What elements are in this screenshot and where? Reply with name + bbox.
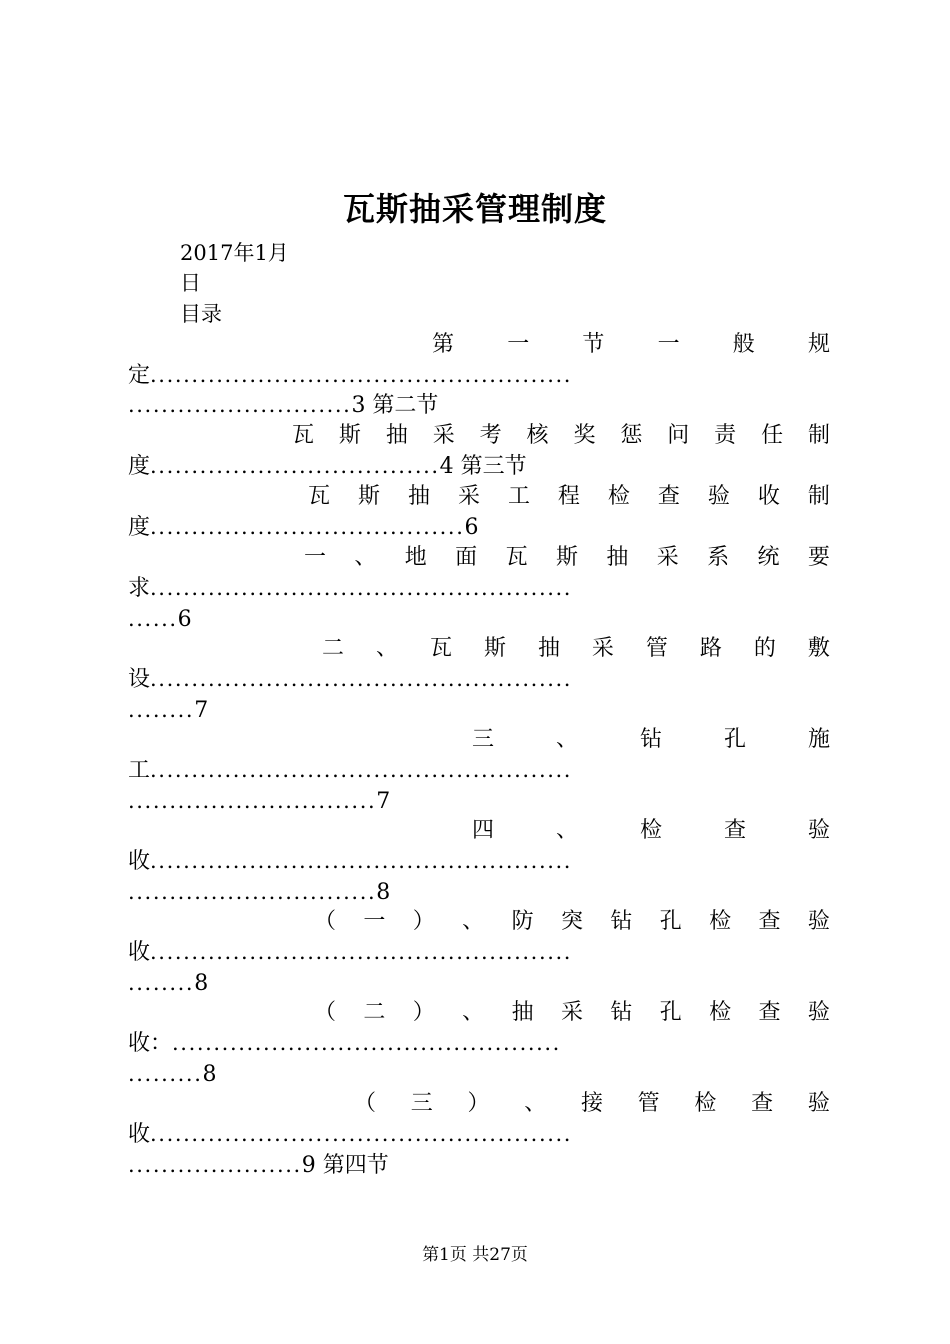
- toc-char: 第: [432, 332, 455, 357]
- toc-leader-line: 求...................................................: [128, 576, 573, 601]
- toc-entry-title: 瓦 斯 抽 采 考 核 奖 惩 问 责 任 制: [292, 423, 830, 448]
- toc-entry-title: 四 、 检 查 验: [472, 818, 830, 843]
- toc-page-number: 8: [376, 880, 391, 905]
- toc-entry-title: （ 三 ） 、 接 管 检 查 验: [354, 1091, 830, 1116]
- toc-entry-title: [432, 330, 830, 360]
- toc-leader-line: ........7: [128, 698, 209, 723]
- toc-leader-line: 度......................................6: [128, 515, 479, 540]
- toc-char: 规: [807, 332, 830, 357]
- date-line-1: 2017年1月: [180, 241, 289, 265]
- toc-entry-title: 一 、 地 面 瓦 斯 抽 采 系 统 要: [304, 545, 830, 570]
- toc-page-number: 6: [177, 607, 192, 632]
- toc-leader-line: 工...................................................: [128, 758, 573, 783]
- toc-char: 一: [657, 332, 680, 357]
- toc-leader-line: .....................9 第四节: [128, 1153, 389, 1178]
- toc-heading: 目录: [180, 302, 222, 326]
- toc-page-number: 7: [376, 789, 391, 814]
- toc-leader-line: 设...................................................: [128, 667, 573, 692]
- toc-leader-line: 收...................................................: [128, 940, 573, 965]
- toc-char: 节: [582, 332, 605, 357]
- toc-leader-line: ..............................7: [128, 789, 391, 814]
- toc-page-number: 8: [194, 971, 209, 996]
- toc-page-number: 9 第四节: [301, 1153, 389, 1178]
- toc-char: 一: [507, 332, 530, 357]
- toc-leader-line: 收...................................................: [128, 1122, 573, 1147]
- date-line-2: 日: [180, 271, 201, 295]
- toc-page-number: 7: [194, 698, 209, 723]
- toc-entry-title: 二 、 瓦 斯 抽 采 管 路 的 敷: [322, 636, 830, 661]
- toc-leader-line: 定...................................................: [128, 363, 573, 388]
- document-title: 瓦斯抽采管理制度: [342, 190, 607, 228]
- toc-char: 般: [732, 332, 755, 357]
- toc-entry-title: （ 一 ） 、 防 突 钻 孔 检 查 验: [314, 909, 830, 934]
- toc-entry-title: （ 二 ） 、 抽 采 钻 孔 检 查 验: [314, 1000, 830, 1025]
- toc-leader-line: ..............................8: [128, 880, 391, 905]
- toc-leader-line: ........8: [128, 971, 209, 996]
- toc-leader-line: ...........................3 第二节: [128, 393, 439, 418]
- toc-page-number: 3 第二节: [351, 393, 439, 418]
- toc-leader-line: 度...................................4 第三节: [128, 454, 527, 479]
- toc-leader-line: .........8: [128, 1062, 217, 1087]
- toc-page-number: 8: [202, 1062, 217, 1087]
- toc-page-number: 6: [464, 515, 479, 540]
- toc-leader-line: 收：...............................................: [128, 1031, 561, 1056]
- toc-page-number: 4 第三节: [439, 454, 527, 479]
- toc-leader-line: 收...................................................: [128, 849, 573, 874]
- toc-entry-title: 三 、 钻 孔 施: [472, 727, 830, 752]
- page-footer: 第1页 共27页: [422, 1245, 528, 1265]
- toc-leader-line: ......6: [128, 607, 192, 632]
- toc-entry-title: 瓦 斯 抽 采 工 程 检 查 验 收 制: [308, 484, 830, 509]
